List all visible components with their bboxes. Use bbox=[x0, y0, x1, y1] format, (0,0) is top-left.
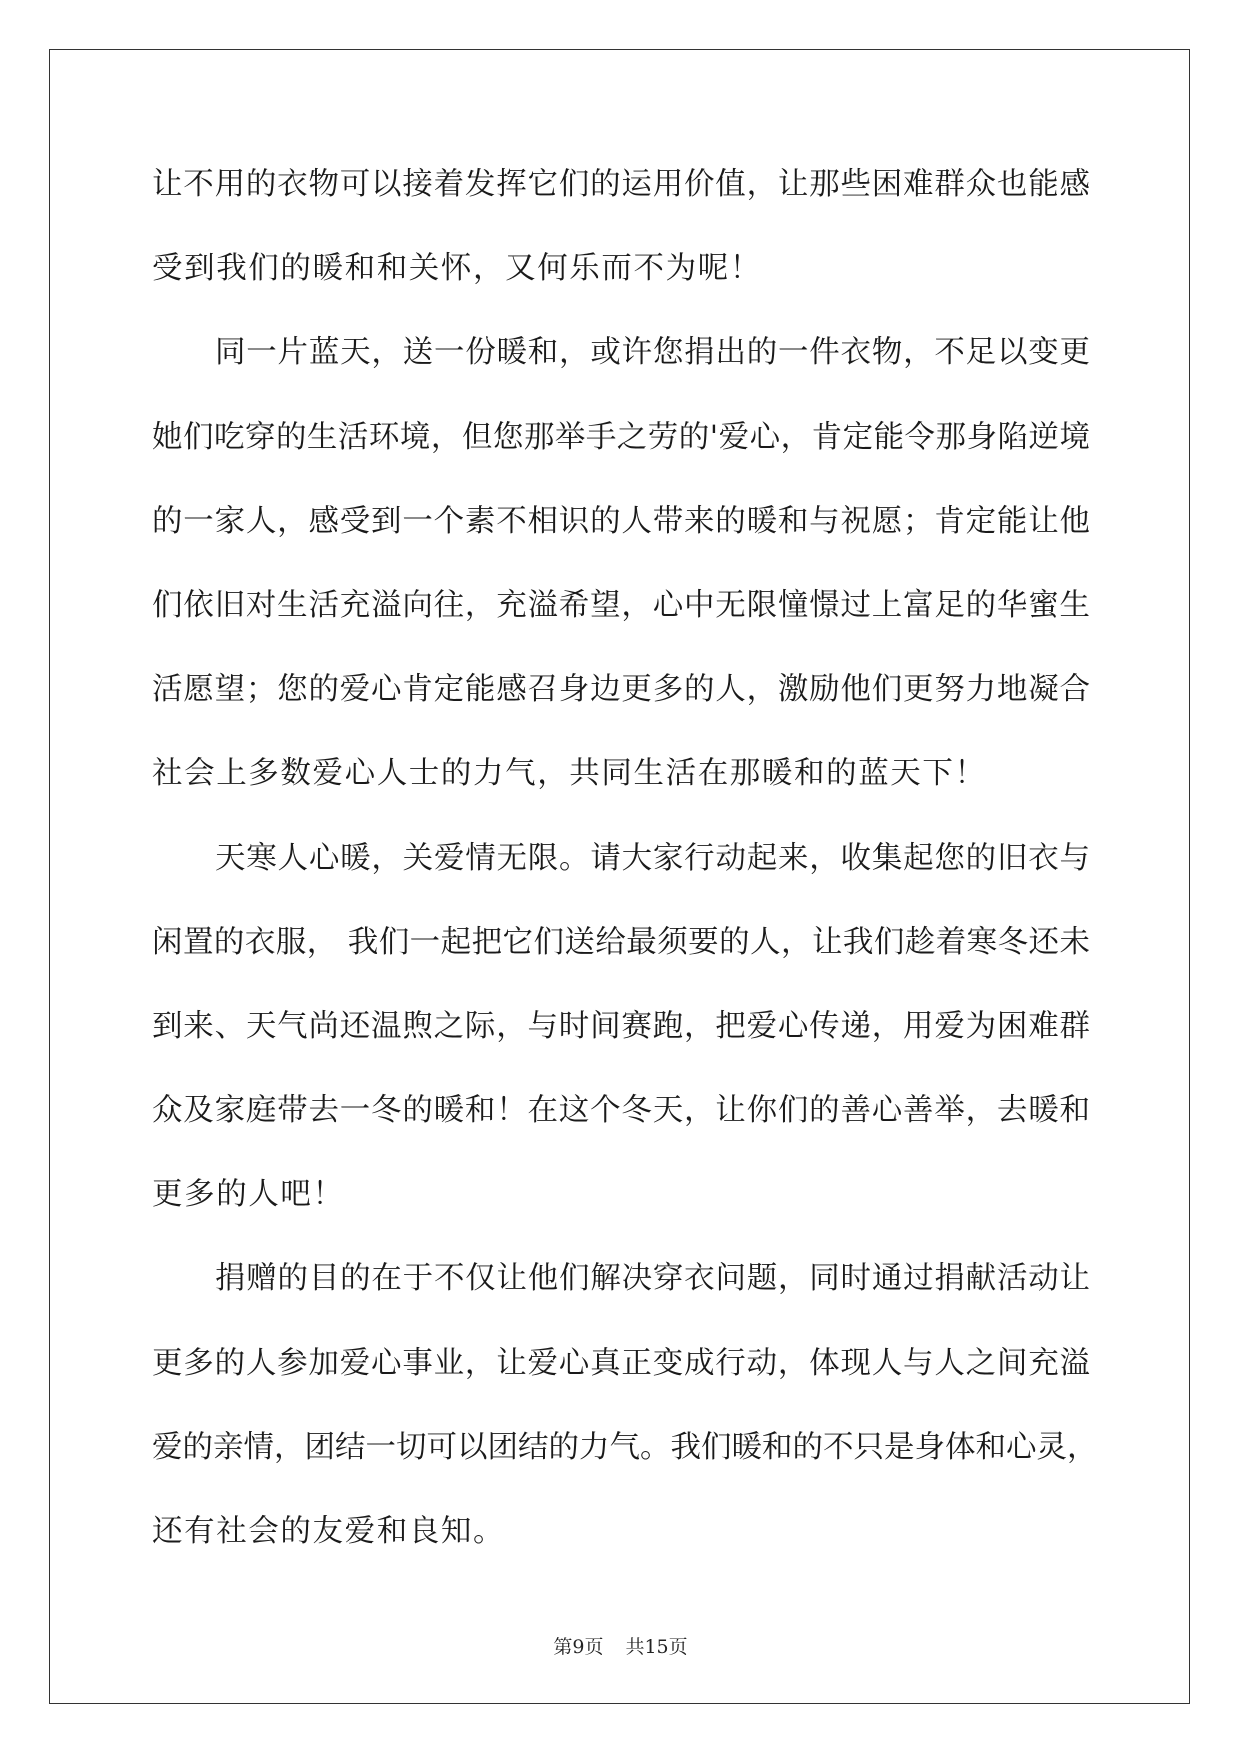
text-line: 她们吃穿的生活环境，但您那举手之劳的'爱心，肯定能令那身陷逆境 bbox=[152, 419, 1090, 455]
paragraph bbox=[152, 1254, 1098, 1591]
text-line: 还有社会的友爱和良知。 bbox=[152, 1514, 506, 1549]
text-line: 受到我们的暖和和关怀，又何乐而不为呢！ bbox=[152, 251, 762, 287]
text-line: 捐赠的目的在于不仅让他们解决穿衣问题，同时通过捐献活动让 bbox=[215, 1261, 1090, 1297]
text-line: 更多的人参加爱心事业，让爱心真正变成行动，体现人与人之间充溢 bbox=[152, 1345, 1090, 1381]
paragraph bbox=[152, 834, 1090, 1255]
text-line: 天寒人心暖，关爱情无限。请大家行动起来，收集起您的旧衣与 bbox=[215, 840, 1090, 876]
text-line: 闲置的衣服， 我们一起把它们送给最须要的人，让我们趁着寒冬还未 bbox=[152, 924, 1090, 960]
text-line: 到来、天气尚还温煦之际，与时间赛跑，把爱心传递，用爱为困难群 bbox=[152, 1008, 1090, 1044]
text-line: 的一家人，感受到一个素不相识的人带来的暖和与祝愿；肯定能让他 bbox=[152, 503, 1090, 539]
page-total: 共15页 bbox=[625, 1636, 688, 1658]
text-line: 同一片蓝天，送一份暖和，或许您捐出的一件衣物，不足以变更 bbox=[215, 335, 1090, 371]
text-line: 社会上多数爱心人士的力气，共同生活在那暖和的蓝天下！ bbox=[152, 756, 987, 792]
text-line: 众及家庭带去一冬的暖和！在这个冬天，让你们的善心善举，去暖和 bbox=[152, 1093, 1090, 1129]
text-line: 活愿望；您的爱心肯定能感召身边更多的人，激励他们更努力地凝合 bbox=[152, 672, 1090, 708]
page-number: 第9页 bbox=[553, 1636, 604, 1658]
text-line: 让不用的衣物可以接着发挥它们的运用价值，让那些困难群众也能感 bbox=[152, 167, 1090, 202]
document-body bbox=[152, 160, 1098, 1591]
text-line: 更多的人吧！ bbox=[152, 1177, 345, 1213]
text-line: 爱的亲情，团结一切可以团结的力气。我们暖和的不只是身体和心灵， bbox=[152, 1429, 1098, 1465]
text-line: 们依旧对生活充溢向往，充溢希望，心中无限憧憬过上富足的华蜜生 bbox=[152, 587, 1090, 623]
paragraph bbox=[152, 328, 1090, 833]
paragraph bbox=[152, 160, 1090, 328]
page-footer bbox=[0, 1632, 1241, 1659]
